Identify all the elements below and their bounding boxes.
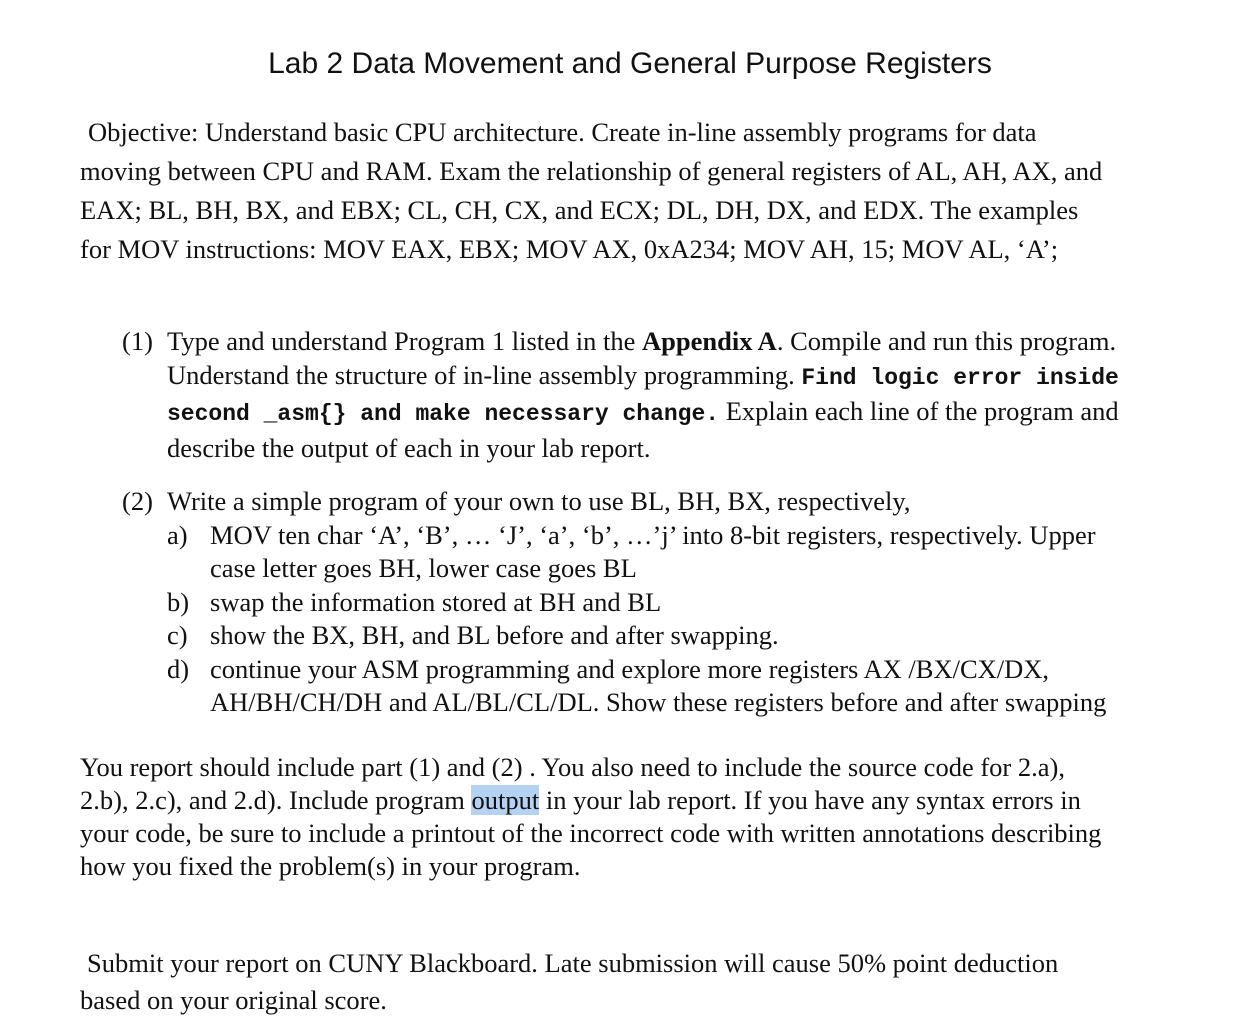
subtask-line: AH/BH/CH/DH and AL/BL/CL/DL. Show these registers before and after swapping (210, 687, 1107, 717)
submission-paragraph (80, 945, 1230, 1019)
appendix-reference: Appendix A (642, 326, 777, 356)
subtask-letter: d) (167, 653, 190, 684)
subtask-line: case letter goes BH, lower case goes BL (210, 553, 637, 583)
selected-text[interactable]: output (471, 785, 540, 815)
task-line: second _asm{} and make necessary change. Explain each line of the program and (167, 396, 1119, 427)
subtask-c (167, 619, 1222, 653)
objective-line: EAX; BL, BH, BX, and EBX; CL, CH, CX, and ECX; DL, DH, DX, and EDX. The examples (80, 195, 1079, 225)
task-number: (1) (122, 326, 153, 356)
objective-line: moving between CPU and RAM. Exam the relationship of general registers of AL, AH, AX, and (80, 156, 1103, 186)
submission-line: based on your original score. (80, 985, 387, 1015)
subtask-a (167, 519, 1222, 586)
task-intro: Write a simple program of your own to use BL, BH, BX, respectively, (167, 486, 911, 516)
report-line: You report should include part (1) and (2) . You also need to include the source code for 2.a), (80, 752, 1065, 782)
subtask-d (167, 653, 1222, 720)
task-body (167, 325, 1222, 465)
report-line: your code, be sure to include a printout of the incorrect code with written annotations describing (80, 818, 1102, 848)
subtask-line: swap the information stored at BH and BL (210, 586, 662, 617)
subtask-b (167, 586, 1222, 620)
task-body (167, 485, 1222, 720)
task-line: describe the output of each in your lab report. (167, 432, 651, 463)
subtask-line: show the BX, BH, and BL before and after swapping. (210, 620, 779, 650)
code-instruction: second _asm{} and make necessary change. (167, 401, 720, 427)
code-instruction: Find logic error inside (801, 364, 1119, 391)
task-line: Type and understand Program 1 listed in the Appendix A. Compile and run this program. (167, 326, 1117, 356)
page-title: Lab 2 Data Movement and General Purpose Registers (268, 47, 992, 80)
task-item-2 (122, 485, 1222, 720)
subtask-letter: a) (167, 519, 188, 550)
objective-line: Objective: Understand basic CPU architecture. Create in-line assembly programs for data (88, 117, 1037, 147)
submission-line: Submit your report on CUNY Blackboard. Late submission will cause 50% point deduction (87, 948, 1059, 978)
objective-paragraph (80, 113, 1220, 269)
report-line: how you fixed the problem(s) in your program. (80, 851, 581, 881)
task-number: (2) (122, 486, 153, 516)
report-line: 2.b), 2.c), and 2.d). Include program output in your lab report. If you have any syntax errors in (80, 785, 1081, 815)
subtask-line: continue your ASM programming and explore more registers AX /BX/CX/DX, (210, 653, 1050, 684)
objective-line: for MOV instructions: MOV EAX, EBX; MOV AX, 0xA234; MOV AH, 15; MOV AL, ‘A’; (80, 234, 1059, 264)
subtask-letter: c) (167, 620, 188, 650)
subtask-line: MOV ten char ‘A’, ‘B’, … ‘J’, ‘a’, ‘b’, …’j’ into 8-bit registers, respectively. Upper (210, 519, 1096, 550)
report-paragraph (80, 751, 1230, 883)
task-line: Understand the structure of in-line assembly programming. Find logic error inside (167, 359, 1119, 391)
subtask-letter: b) (167, 586, 190, 617)
task-item-1 (122, 325, 1222, 465)
